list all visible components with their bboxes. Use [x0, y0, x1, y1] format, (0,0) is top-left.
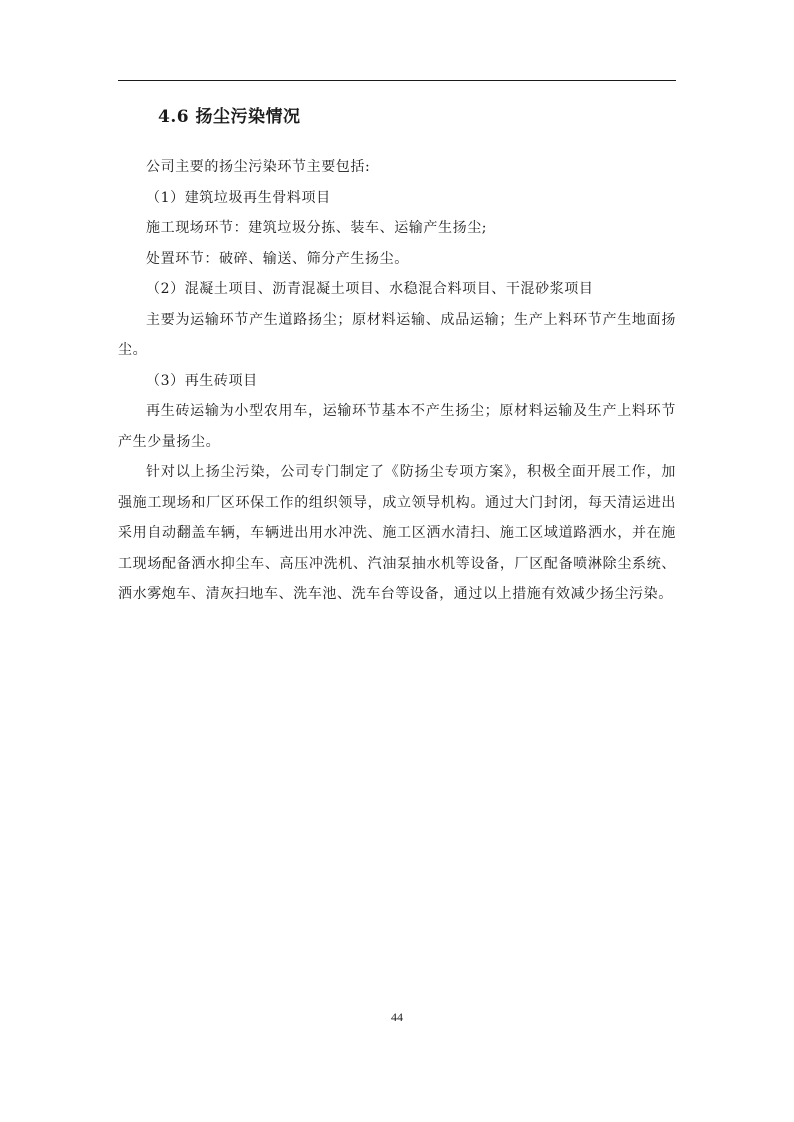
paragraph-item-2-heading: （2）混凝土项目、沥青混凝土项目、水稳混合料项目、干混砂浆项目: [146, 281, 594, 297]
paragraph-item-1-heading: （1）建筑垃圾再生骨料项目: [146, 189, 331, 206]
paragraph-intro: 公司主要的扬尘污染环节主要包括:: [146, 159, 371, 175]
paragraph-item-3-detail: 再生砖运输为小型农用车，运输环节基本不产生扬尘；原材料运输及生产上料环节产生少量扬尘。: [118, 403, 676, 450]
header-rule: [118, 80, 676, 81]
page-number: 44: [391, 1010, 403, 1024]
paragraph-item-3-heading: （3）再生砖项目: [146, 372, 258, 389]
page-content: [118, 104, 676, 610]
paragraph-site-stage: 施工现场环节：建筑垃圾分拣、装车、运输产生扬尘;: [146, 220, 488, 236]
paragraph-item-2-detail: 主要为运输环节产生道路扬尘；原材料运输、成品运输；生产上料环节产生地面扬尘。: [118, 311, 676, 358]
section-title: 4.6 扬尘污染情况: [158, 107, 301, 127]
paragraph-measures: 针对以上扬尘污染，公司专门制定了《防扬尘专项方案》，积极全面开展工作，加强施工现场和厂区环保工作的组织领导，成立领导机构。通过大门封闭，每天清运进出采用自动翻盖车辆，车辆进出用水冲洗、施工区洒水清扫、施工区域道路洒水，并在施工现场配备洒水抑尘车、高压冲洗机、汽油泵抽水机等设备，厂区配备喷淋除尘系统、洒水雾炮车、清灰扫地车、洗车池、洗车台等设备，通过以上措施有效减少扬尘污染。: [118, 464, 676, 602]
paragraph-disposal-stage: 处置环节：破碎、输送、筛分产生扬尘。: [146, 250, 409, 267]
